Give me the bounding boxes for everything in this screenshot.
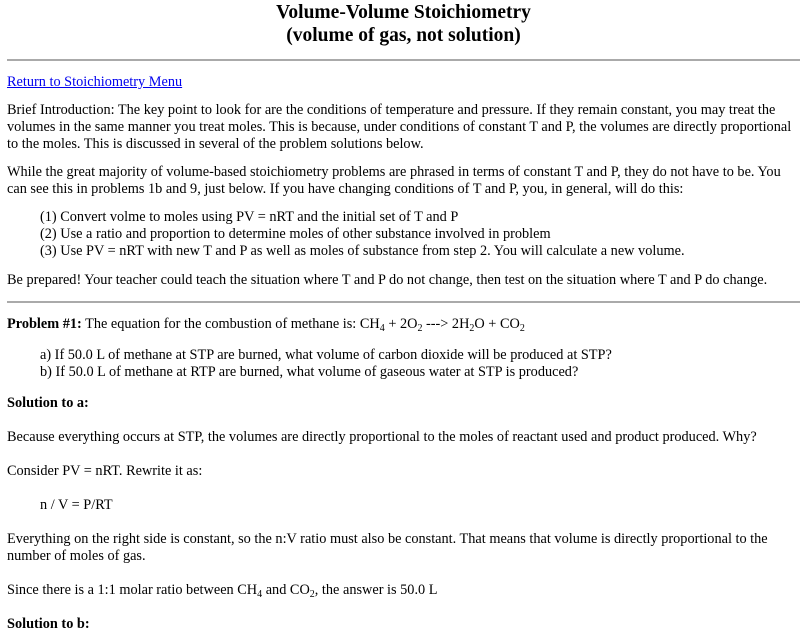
divider [7, 59, 800, 61]
questions [40, 347, 800, 381]
solution-a-text: Everything on the right side is constant, so the n:V ratio must also be constant. That means that volume is directly proportional to the number of moles of gas. [7, 531, 768, 564]
title-line-1: Volume-Volume Stoichiometry [276, 2, 531, 23]
solution-a-heading: Solution to a: [7, 395, 89, 411]
answer-sub: 2 [309, 589, 315, 600]
steps-list [40, 209, 800, 260]
eq-part: CH [359, 316, 380, 332]
be-prepared-paragraph: Be prepared! Your teacher could teach the situation where T and P do not change, then test on the situation where T and P do change. [7, 272, 768, 288]
problem-label: Problem #1: [7, 316, 82, 332]
changing-conditions-paragraph: While the great majority of volume-based stoichiometry problems are phrased in terms of constant T and P, they do not have to be. You can see this in problems 1b and 9, just below. If you have changing conditions of T and P, you, in general, will do this: [7, 164, 781, 197]
answer-sub: 4 [257, 589, 263, 600]
solution-a-answer [7, 582, 800, 599]
question-a: a) If 50.0 L of methane at STP are burned, what volume of carbon dioxide will be produced at STP? [40, 347, 612, 363]
solution-a-equation: n / V = P/RT [40, 497, 113, 513]
eq-sub: 2 [519, 323, 525, 334]
answer-part: , the answer is 50.0 L [314, 582, 438, 598]
question-b: b) If 50.0 L of methane at RTP are burned, what volume of gaseous water at STP is produced? [40, 364, 579, 380]
problem-1 [7, 316, 800, 333]
problem-text: The equation for the combustion of methane is: [85, 316, 357, 332]
equation [360, 316, 525, 332]
eq-sub: 2 [417, 323, 423, 334]
title-line-2: (volume of gas, not solution) [286, 25, 521, 46]
solution-a-text: Consider PV = nRT. Rewrite it as: [7, 463, 203, 479]
step-item: (2) Use a ratio and proportion to determine moles of other substance involved in problem [40, 226, 551, 242]
eq-part: O + CO [474, 316, 520, 332]
answer-part: Since there is a 1:1 molar ratio between CH [7, 582, 258, 598]
answer-part: and CO [262, 582, 310, 598]
eq-sub: 4 [379, 323, 385, 334]
eq-part: + 2O [384, 316, 418, 332]
return-to-menu-link[interactable]: Return to Stoichiometry Menu [7, 74, 183, 90]
page-title [7, 1, 800, 47]
divider [7, 301, 800, 303]
solution-b-heading: Solution to b: [7, 616, 90, 632]
eq-sub: 2 [469, 323, 475, 334]
step-item: (1) Convert volme to moles using PV = nRT and the initial set of T and P [40, 209, 459, 225]
step-item: (3) Use PV = nRT with new T and P as well as moles of substance from step 2. You will calculate a new volume. [40, 243, 685, 259]
eq-part: ---> 2H [422, 316, 470, 332]
solution-a-text: Because everything occurs at STP, the volumes are directly proportional to the moles of reactant used and product produced. Why? [7, 429, 757, 445]
intro-paragraph: Brief Introduction: The key point to look for are the conditions of temperature and pressure. If they remain constant, you may treat the volumes in the same manner you treat moles. This is because, under conditions of constant T and P, the volumes are directly proportional to the moles. This is discussed in several of the problem solutions below. [7, 102, 792, 152]
